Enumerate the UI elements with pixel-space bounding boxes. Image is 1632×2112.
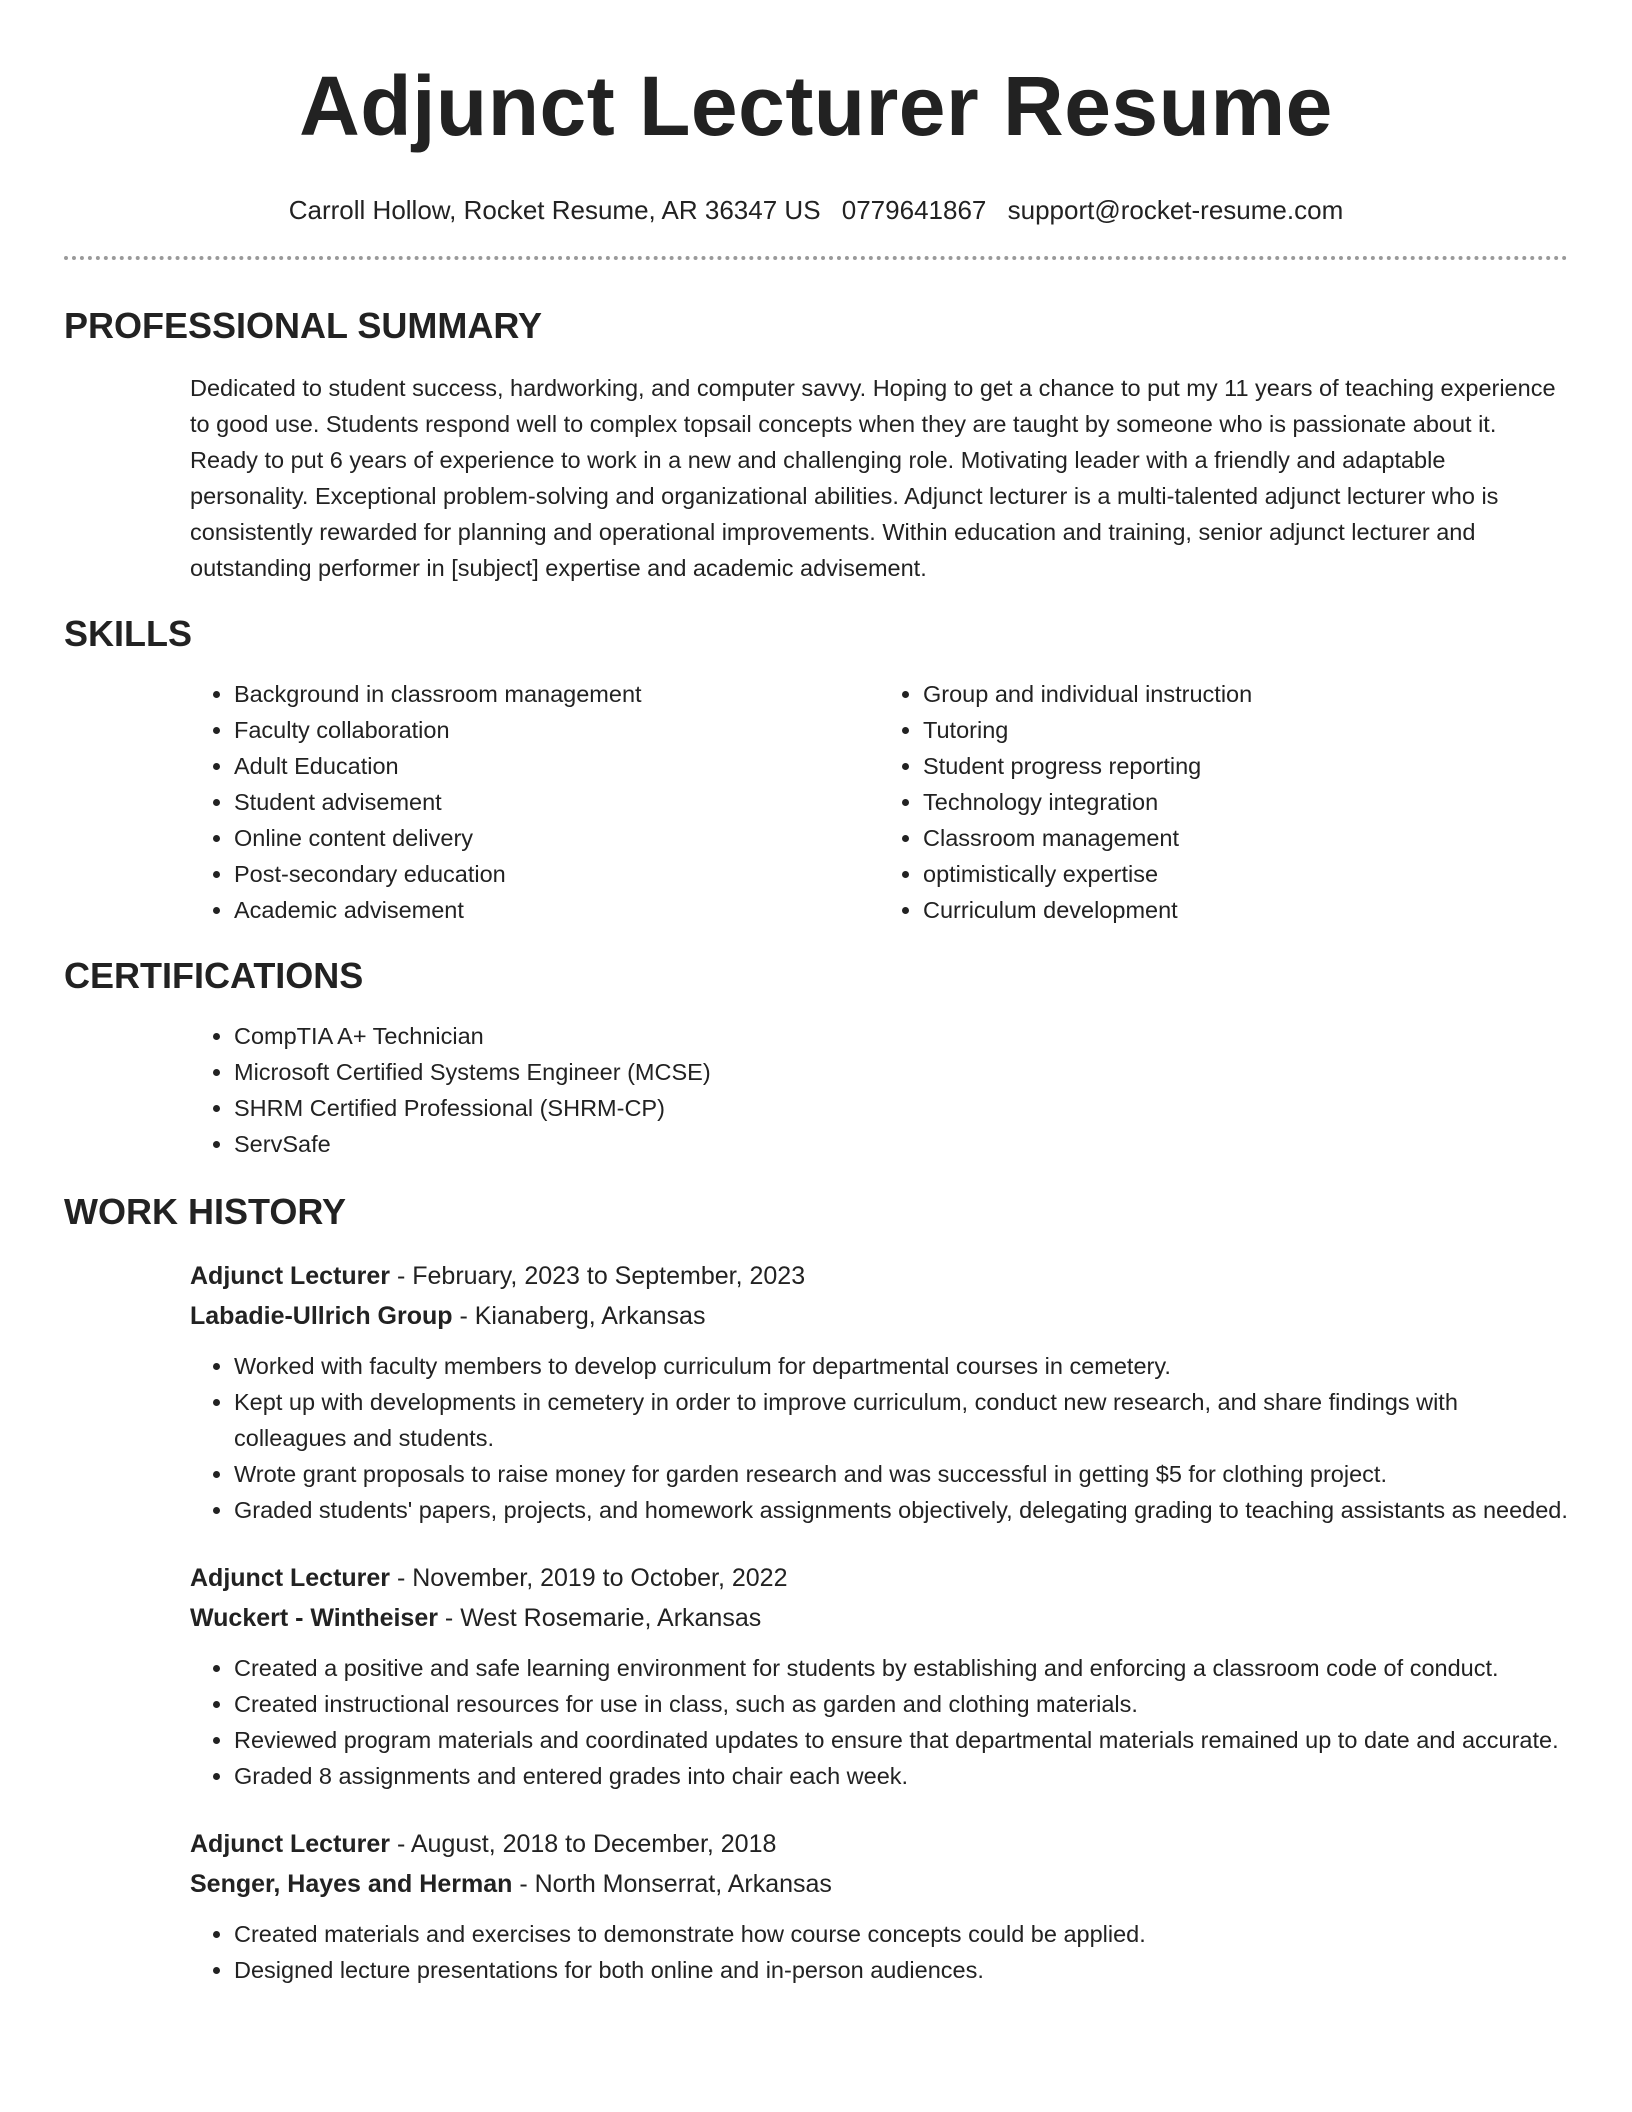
skill-item: • Background in classroom management <box>234 676 879 712</box>
skill-item: • Academic advisement <box>234 892 879 928</box>
certifications-section <box>64 954 1568 1162</box>
job-bullets <box>190 1348 1568 1528</box>
job-bullet: • Created instructional resources for use in class, such as garden and clothing materials. <box>234 1686 1568 1722</box>
skill-item: • Curriculum development <box>923 892 1568 928</box>
job-location: - North Monserrat, Arkansas <box>512 1870 832 1898</box>
job-title: Adjunct Lecturer <box>190 1830 391 1858</box>
certification-item: • CompTIA A+ Technician <box>234 1018 1568 1054</box>
job-company-line <box>190 1864 1568 1904</box>
job-bullet: • Kept up with developments in cemetery in order to improve curriculum, conduct new research, and share findings with colleagues and students. <box>234 1384 1568 1456</box>
job-dates: - November, 2019 to October, 2022 <box>390 1564 788 1592</box>
certification-item: • SHRM Certified Professional (SHRM-CP) <box>234 1090 1568 1126</box>
skill-item: • Online content delivery <box>234 820 879 856</box>
job-dates: - August, 2018 to December, 2018 <box>390 1830 777 1858</box>
header-divider <box>64 256 1568 260</box>
skill-item: • Group and individual instruction <box>923 676 1568 712</box>
job-bullet: • Graded 8 assignments and entered grades into chair each week. <box>234 1758 1568 1794</box>
job-bullet: • Designed lecture presentations for both online and in-person audiences. <box>234 1952 1568 1988</box>
job-location: - West Rosemarie, Arkansas <box>437 1604 762 1632</box>
job-bullet: • Graded students' papers, projects, and homework assignments objectively, delegating grading to teaching assistants as needed. <box>234 1492 1568 1528</box>
skill-item: • Classroom management <box>923 820 1568 856</box>
skills-list-left <box>190 676 879 928</box>
job-bullets <box>190 1650 1568 1794</box>
job-title-line <box>190 1256 1568 1296</box>
job-bullet: • Created materials and exercises to demonstrate how course concepts could be applied. <box>234 1916 1568 1952</box>
certifications-list <box>190 1018 1568 1162</box>
job-bullet: • Worked with faculty members to develop curriculum for departmental courses in cemetery. <box>234 1348 1568 1384</box>
skills-section <box>64 612 1568 928</box>
job-company: Wuckert - Wintheiser <box>190 1604 438 1632</box>
contact-email: support@rocket-resume.com <box>1007 195 1344 225</box>
job-entry <box>190 1256 1568 1528</box>
skills-grid <box>190 676 1568 928</box>
job-bullet: • Reviewed program materials and coordinated updates to ensure that departmental materials remained up to date and accurate. <box>234 1722 1568 1758</box>
skill-item: • Tutoring <box>923 712 1568 748</box>
job-entry <box>190 1558 1568 1794</box>
skill-item: • Faculty collaboration <box>234 712 879 748</box>
contact-address: Carroll Hollow, Rocket Resume, AR 36347 US <box>288 195 821 225</box>
job-title-line <box>190 1558 1568 1598</box>
job-title: Adjunct Lecturer <box>190 1262 391 1290</box>
skill-item: • optimistically expertise <box>923 856 1568 892</box>
job-company: Labadie-Ullrich Group <box>190 1302 453 1330</box>
summary-heading: PROFESSIONAL SUMMARY <box>64 305 543 346</box>
certification-item: • Microsoft Certified Systems Engineer (MCSE) <box>234 1054 1568 1090</box>
summary-section <box>64 304 1568 586</box>
job-bullets <box>190 1916 1568 1988</box>
certifications-heading: CERTIFICATIONS <box>64 955 364 996</box>
job-company-line <box>190 1598 1568 1638</box>
certification-item: • ServSafe <box>234 1126 1568 1162</box>
job-company: Senger, Hayes and Herman <box>190 1870 513 1898</box>
job-title-line <box>190 1824 1568 1864</box>
skill-item: • Student advisement <box>234 784 879 820</box>
job-dates: - February, 2023 to September, 2023 <box>390 1262 806 1290</box>
summary-text: Dedicated to student success, hardworking, and computer savvy. Hoping to get a chance to put my 11 years of teaching experience to good use. Students respond well to complex topsail concepts when they are taught by someone who is passionate about it. Ready to put 6 years of experience to work in a new and challenging role. Motivating leader with a friendly and adaptable personality. Exceptional problem-solving and organizational abilities. Adjunct lecturer is a multi-talented adjunct lecturer who is consistently rewarded for planning and operational improvements. Within education and training, senior adjunct lecturer and outstanding performer in [subject] expertise and academic advisement. <box>190 375 1556 581</box>
contact-line <box>64 194 1568 226</box>
skill-item: • Adult Education <box>234 748 879 784</box>
job-location: - Kianaberg, Arkansas <box>452 1302 706 1330</box>
job-bullet: • Wrote grant proposals to raise money for garden research and was successful in getting $5 for clothing project. <box>234 1456 1568 1492</box>
work-history-section <box>64 1190 1568 1988</box>
skills-list-right <box>879 676 1568 928</box>
resume-title: Adjunct Lecturer Resume <box>299 59 1333 153</box>
contact-phone: 0779641867 <box>841 195 987 225</box>
job-bullet: • Created a positive and safe learning environment for students by establishing and enforcing a classroom code of conduct. <box>234 1650 1568 1686</box>
skill-item: • Student progress reporting <box>923 748 1568 784</box>
job-entry <box>190 1824 1568 1988</box>
job-company-line <box>190 1296 1568 1336</box>
skill-item: • Technology integration <box>923 784 1568 820</box>
skills-heading: SKILLS <box>64 613 193 654</box>
skill-item: • Post-secondary education <box>234 856 879 892</box>
work-history-heading: WORK HISTORY <box>64 1191 347 1232</box>
job-title: Adjunct Lecturer <box>190 1564 391 1592</box>
